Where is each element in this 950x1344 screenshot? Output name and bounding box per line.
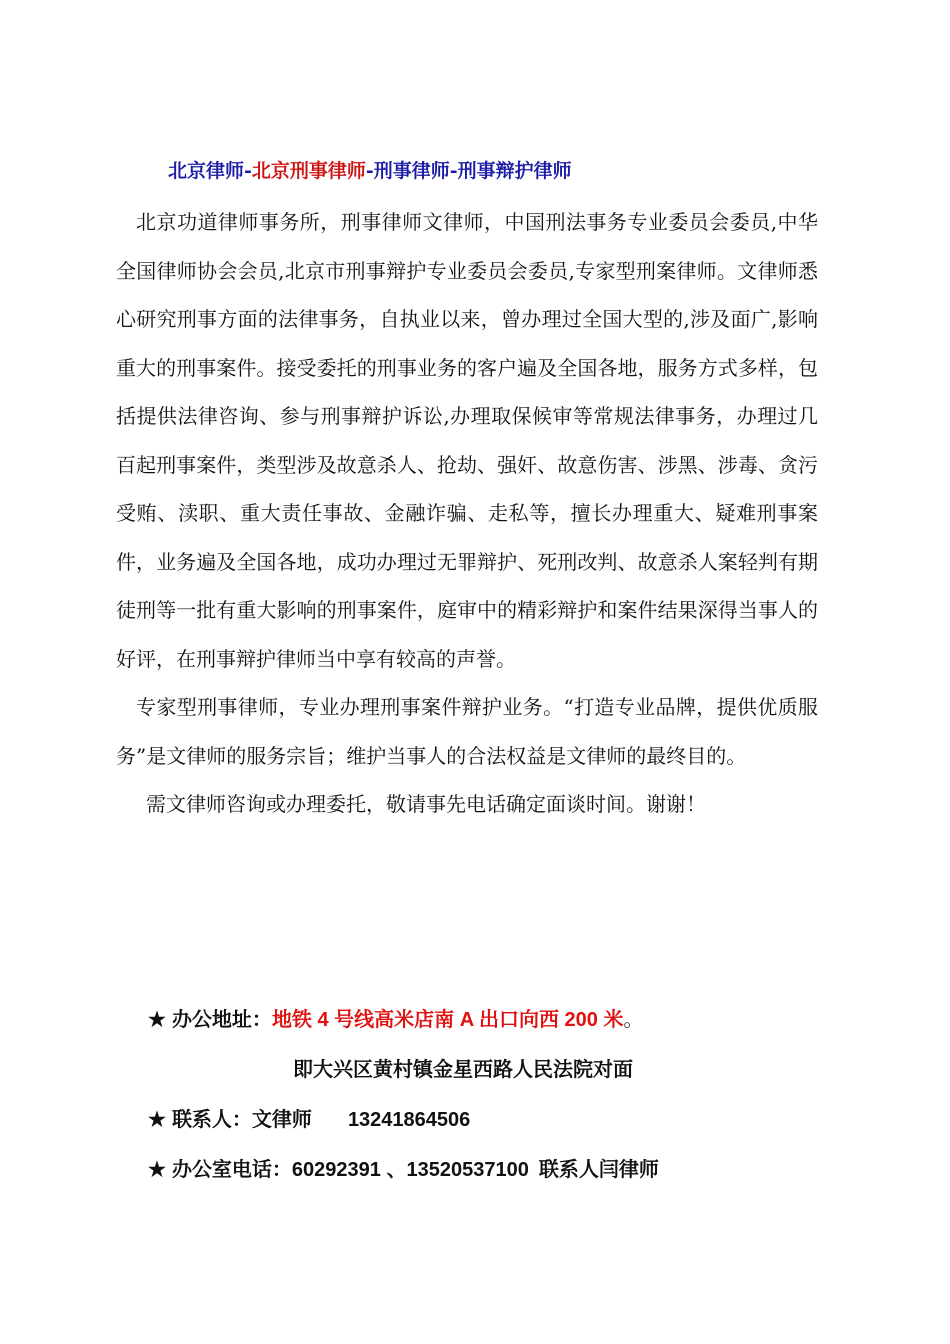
address-line-2: 即大兴区黄村镇金星西路人民法院对面	[293, 1059, 633, 1081]
title-part-defense-lawyer: -刑事律师-刑事辩护律师	[365, 160, 572, 182]
body-text	[116, 198, 818, 829]
office-contact: 联系人闫律师	[538, 1159, 659, 1181]
contact-address	[148, 1003, 868, 1032]
star-icon: ★	[148, 1009, 166, 1031]
address-value: 地铁 4 号线高米店南 A 出口向西 200 米	[271, 1009, 624, 1031]
address-end: 。	[623, 1009, 644, 1031]
title-part-criminal-lawyer: 北京刑事律师	[251, 160, 366, 182]
contact-person	[148, 1103, 868, 1132]
title-part-beijing-lawyer: 北京律师-	[168, 160, 252, 182]
paragraph-service: 专家型刑事律师，专业办理刑事案件辩护业务。“打造专业品牌，提供优质服务”是文律师的服务宗旨；维护当事人的合法权益是文律师的最终目的。	[116, 695, 818, 768]
star-icon: ★	[148, 1109, 166, 1131]
page-title	[168, 156, 572, 183]
person-phone: 13241864506	[347, 1109, 471, 1131]
star-icon: ★	[148, 1159, 166, 1181]
contact-office	[148, 1153, 868, 1182]
person-label: 联系人：文律师	[171, 1109, 312, 1131]
paragraph-intro: 北京功道律师事务所，刑事律师文律师，中国刑法事务专业委员会委员,中华全国律师协会会员,北京市刑事辩护专业委员会委员,专家型刑案律师。文律师悉心研究刑事方面的法律事务，自执业以来，曾办理过全国大型的,涉及面广,影响重大的刑事案件。接受委托的刑事业务的客户遍及全国各地，服务方式多样，包括提供法律咨询、参与刑事辩护诉讼,办理取保候审等常规法律事务，办理过几百起刑事案件，类型涉及故意杀人、抢劫、强奸、故意伤害、涉黑、涉毒、贪污受贿、渎职、重大责任事故、金融诈骗、走私等，擅长办理重大、疑难刑事案件，业务遍及全国各地，成功办理过无罪辩护、死刑改判、故意杀人案轻判有期徒刑等一批有重大影响的刑事案件，庭审中的精彩辩护和案件结果深得当事人的好评，在刑事辩护律师当中享有较高的声誉。	[116, 210, 818, 671]
office-label: 办公室电话：60292391 、13520537100	[171, 1159, 529, 1181]
address-label: 办公地址：	[171, 1009, 272, 1031]
paragraph-appointment: 需文律师咨询或办理委托，敬请事先电话确定面谈时间。谢谢！	[146, 792, 706, 816]
